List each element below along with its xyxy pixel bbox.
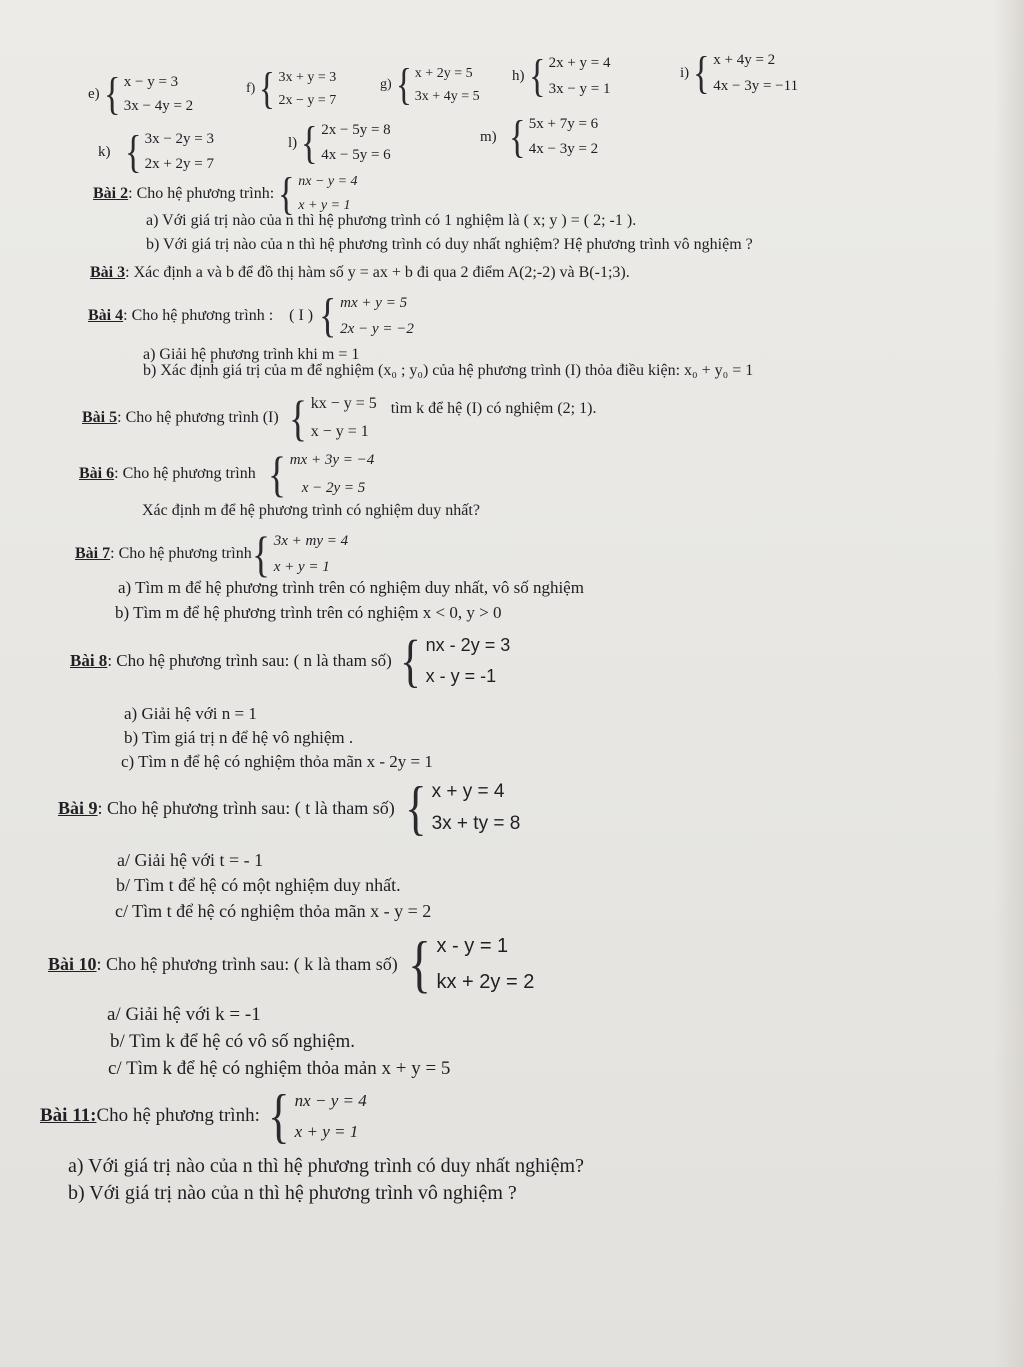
bai2-part-a: a) Với giá trị nào của n thì hệ phương trình có 1 nghiệm là ( x; y ) = ( 2; -1 ). <box>146 212 637 229</box>
bai6-question: Xác định m để hệ phương trình có nghiệm duy nhất? <box>142 502 480 519</box>
paper-edge-shadow <box>994 0 1024 1367</box>
system-f <box>246 66 336 112</box>
bai8-part-c: c) Tìm n để hệ có nghiệm thỏa mãn x - 2y = 1 <box>121 752 433 771</box>
bai9-part-c: c/ Tìm t để hệ có nghiệm thỏa mãn x - y = 2 <box>115 901 432 921</box>
exercise-intro: : Cho hệ phương trình sau: ( k là tham số) <box>96 953 398 974</box>
equation: 3x + my = 4 <box>273 533 349 549</box>
bai10-part-c: c/ Tìm k để hệ có nghiệm thỏa mản x + y = 5 <box>108 1058 451 1079</box>
exercise-title: Bài 7 <box>75 545 111 562</box>
system-label: h) <box>512 67 525 84</box>
equation: x + y = 4 <box>431 781 505 802</box>
exercise-intro: : Cho hệ phương trình (I) <box>117 409 279 426</box>
system-label: m) <box>480 128 497 145</box>
bai10-part-a: a/ Giải hệ với k = -1 <box>107 1004 261 1025</box>
brace: { <box>103 68 121 119</box>
brace: { <box>319 289 337 342</box>
equation: 4x − 3y = 2 <box>528 141 599 157</box>
bai8-header <box>70 630 510 692</box>
brace: { <box>404 775 427 841</box>
brace: { <box>267 1083 290 1149</box>
system-label: l) <box>288 134 298 151</box>
brace: { <box>288 390 307 446</box>
exercise-title: Bài 6 <box>79 465 115 482</box>
bai6-header <box>79 446 374 502</box>
equation: kx + 2y = 2 <box>436 971 535 993</box>
equation: 2x − y = 7 <box>278 93 337 108</box>
exercise-title: Bài 11: <box>40 1105 97 1126</box>
bai10-part-b: b/ Tìm k để hệ có vô số nghiệm. <box>110 1031 356 1052</box>
equation: x − y = 1 <box>310 423 369 440</box>
bai7-part-a: a) Tìm m để hệ phương trình trên có nghiệm duy nhất, vô số nghiệm <box>118 578 584 597</box>
equation: 3x + y = 3 <box>278 70 337 85</box>
equation: kx − y = 5 <box>310 395 377 412</box>
equation: x - y = 1 <box>436 935 509 957</box>
equation: 2x + 2y = 7 <box>144 156 215 172</box>
system-h <box>512 50 611 102</box>
equation: 3x − y = 1 <box>548 81 611 97</box>
system-i <box>680 47 798 99</box>
bai5-header <box>82 390 596 446</box>
brace: { <box>267 446 286 502</box>
bai7-header <box>75 528 348 580</box>
brace: { <box>395 60 412 109</box>
exercise-title: Bài 2 <box>93 185 129 202</box>
bai11-header <box>40 1085 367 1147</box>
system-label: i) <box>680 64 690 81</box>
bai11-part-a: a) Với giá trị nào của n thì hệ phương trình có duy nhất nghiệm? <box>68 1155 584 1177</box>
system-e <box>88 70 193 118</box>
equation: 4x − 3y = −11 <box>713 78 799 94</box>
brace: { <box>528 50 546 101</box>
equation: x − y = 3 <box>123 74 179 90</box>
system-label: e) <box>88 85 100 102</box>
bai7-part-b: b) Tìm m để hệ phương trình trên có nghiệm x < 0, y > 0 <box>115 603 502 622</box>
equation: nx - 2y = 3 <box>425 635 511 655</box>
exercise-tail: tìm k để hệ (I) có nghiệm (2; 1). <box>390 400 597 417</box>
exercise-intro: : Cho hệ phương trình <box>110 545 252 562</box>
bai9-header <box>58 776 520 840</box>
equation: x − 2y = 5 <box>301 480 366 496</box>
equation: mx + y = 5 <box>340 295 408 311</box>
bai10-header <box>48 928 534 1000</box>
brace: { <box>693 47 710 98</box>
equation: x + y = 1 <box>273 559 330 575</box>
bai9-part-a: a/ Giải hệ với t = - 1 <box>117 850 264 870</box>
exercise-intro: : Cho hệ phương trình <box>114 465 256 482</box>
exercise-title: Bài 9 <box>58 797 98 818</box>
brace: { <box>301 117 318 168</box>
exercise-intro: : Cho hệ phương trình: <box>128 185 275 202</box>
equation: 3x − 4y = 2 <box>123 98 194 114</box>
exercise-intro: : Cho hệ phương trình sau: ( n là tham số) <box>107 651 392 670</box>
system-m <box>480 112 598 162</box>
system-tag: ( I ) <box>289 307 314 324</box>
equation: 2x − 5y = 8 <box>321 122 391 138</box>
equation: x - y = -1 <box>425 666 497 686</box>
equation: nx − y = 4 <box>298 174 358 189</box>
equation: x + 2y = 5 <box>414 66 473 81</box>
equation: 3x − 2y = 3 <box>144 131 215 147</box>
bai9-part-b: b/ Tìm t để hệ có một nghiệm duy nhất. <box>116 875 401 895</box>
equation: 3x + ty = 8 <box>431 813 521 834</box>
exercise-title: Bài 4 <box>88 307 124 324</box>
equation: 2x − y = −2 <box>340 321 414 337</box>
exercise-title: Bài 3 <box>90 264 126 281</box>
system-g <box>380 62 480 108</box>
exercise-intro: : Cho hệ phương trình : <box>123 307 274 324</box>
equation: x + 4y = 2 <box>713 52 776 68</box>
equation: mx + 3y = −4 <box>289 452 375 468</box>
brace: { <box>508 111 526 162</box>
exercise-intro: Cho hệ phương trình: <box>96 1105 260 1126</box>
exercise-title: Bài 8 <box>70 651 108 670</box>
system-l <box>288 118 391 168</box>
equation: nx − y = 4 <box>294 1091 367 1110</box>
bai8-part-b: b) Tìm giá trị n để hệ vô nghiệm . <box>124 728 354 747</box>
equation: 5x + 7y = 6 <box>528 116 599 132</box>
equation: 2x + y = 4 <box>548 55 611 71</box>
exercise-text: : Xác định a và b để đồ thị hàm số y = ax + b đi qua 2 điểm A(2;-2) và B(-1;3). <box>125 264 630 281</box>
system-label: f) <box>246 81 256 96</box>
brace: { <box>278 168 295 219</box>
equation: 4x − 5y = 6 <box>321 147 391 163</box>
brace: { <box>399 628 421 693</box>
equation: x + y = 1 <box>294 1122 359 1141</box>
bai4-header <box>88 290 414 342</box>
bai3 <box>90 264 630 282</box>
equation: 3x + 4y = 5 <box>414 89 480 104</box>
bai11-part-b: b) Với giá trị nào của n thì hệ phương trình vô nghiệm ? <box>68 1182 517 1204</box>
system-label: k) <box>98 143 111 160</box>
exercise-title: Bài 5 <box>82 409 118 426</box>
exercise-intro: : Cho hệ phương trình sau: ( t là tham số) <box>97 797 395 818</box>
brace: { <box>407 928 431 999</box>
brace: { <box>259 64 276 113</box>
bai4-part-a: a) Giải hệ phương trình khi m = 1 <box>143 346 360 363</box>
bai4-part-b: b) Xác định giá trị của m để nghiệm (x₀ ; y₀) của hệ phương trình (I) thỏa điều kiện: x₀ + y₀ = 1 <box>143 362 754 379</box>
equation: x + y = 1 <box>298 198 351 213</box>
brace: { <box>124 126 142 177</box>
bai2-part-b: b) Với giá trị nào của n thì hệ phương trình có duy nhất nghiệm? Hệ phương trình vô nghiệm ? <box>146 236 753 253</box>
system-label: g) <box>380 77 392 92</box>
bai2-header <box>93 170 358 218</box>
brace: { <box>251 526 270 582</box>
exercise-title: Bài 10 <box>48 953 97 974</box>
bai8-part-a: a) Giải hệ với n = 1 <box>124 704 257 723</box>
